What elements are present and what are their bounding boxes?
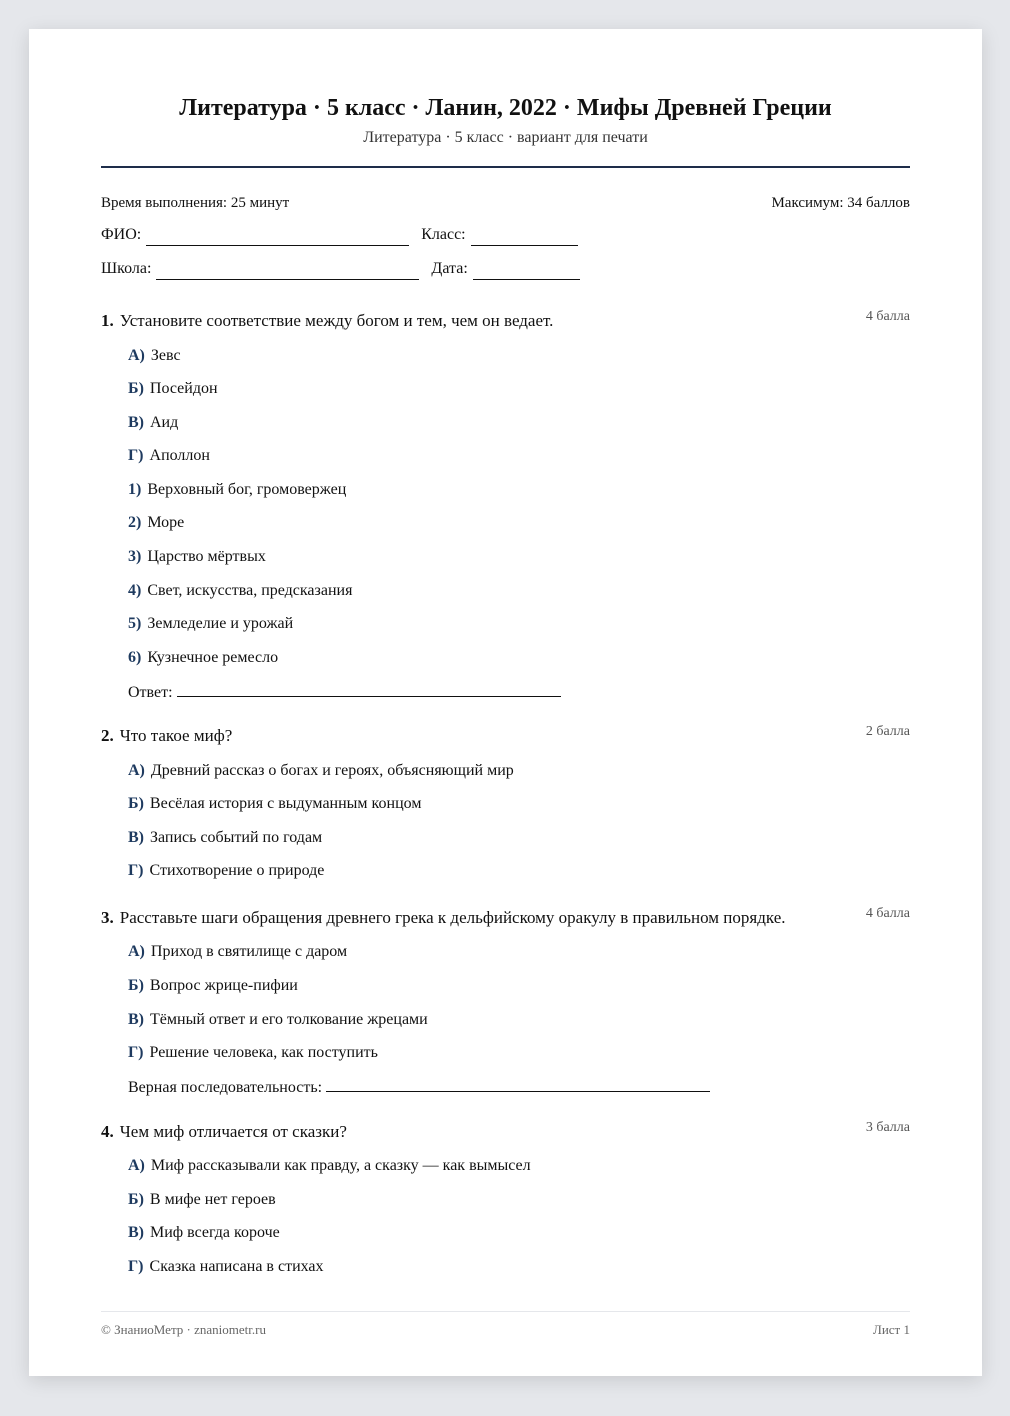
option-key: В) xyxy=(128,1224,144,1241)
option-text: Верховный бог, громовержец xyxy=(147,481,347,498)
question-text: Расставьте шаги обращения древнего грека к дельфийскому оракулу в правильном порядке. xyxy=(119,908,786,927)
page-footer xyxy=(101,1322,910,1338)
option-item xyxy=(128,1155,531,1177)
answer-row xyxy=(128,1076,710,1099)
question-3 xyxy=(101,906,910,1096)
fio-row xyxy=(101,224,910,246)
date-field[interactable] xyxy=(473,265,580,280)
question-points: 4 балла xyxy=(865,309,910,324)
question-points: 2 балла xyxy=(865,724,910,739)
option-item xyxy=(128,760,514,782)
option-item xyxy=(128,345,181,367)
option-item xyxy=(128,975,298,997)
footer-page-number: Лист 1 xyxy=(873,1322,910,1337)
option-key: Б) xyxy=(128,1191,144,1208)
option-item xyxy=(128,412,178,434)
option-item xyxy=(128,860,324,882)
question-header xyxy=(101,1120,910,1144)
question-points: 3 балла xyxy=(865,1120,910,1135)
option-key: 3) xyxy=(128,548,142,565)
option-key: Б) xyxy=(128,380,144,397)
answer-label: Ответ: xyxy=(128,684,173,701)
option-item xyxy=(128,1256,324,1278)
question-header xyxy=(101,906,910,930)
option-item xyxy=(128,479,346,501)
option-key: Г) xyxy=(128,1044,144,1061)
answer-field[interactable] xyxy=(177,681,561,697)
page-header xyxy=(101,91,910,149)
meta-info xyxy=(101,193,910,213)
question-1 xyxy=(101,309,910,701)
option-item xyxy=(128,580,352,602)
footer-copyright: © ЗнаниоМетр · znaniometr.ru xyxy=(101,1322,266,1337)
question-header xyxy=(101,724,910,748)
option-text: В мифе нет героев xyxy=(149,1191,276,1208)
answer-label: Верная последовательность: xyxy=(128,1079,323,1096)
option-text: Зевс xyxy=(150,347,181,364)
option-key: 1) xyxy=(128,481,142,498)
option-key: 2) xyxy=(128,514,142,531)
question-text: Установите соответствие между богом и тем, чем он ведает. xyxy=(119,311,554,330)
option-item xyxy=(128,546,266,568)
option-key: В) xyxy=(128,829,144,846)
option-text: Приход в святилище с даром xyxy=(150,943,348,960)
school-field[interactable] xyxy=(156,265,419,280)
fio-label: ФИО: xyxy=(101,226,142,243)
option-key: А) xyxy=(128,762,145,779)
class-field[interactable] xyxy=(471,231,578,246)
question-header xyxy=(101,309,910,333)
question-number: 4. xyxy=(101,1122,114,1141)
question-4 xyxy=(101,1120,910,1275)
footer-divider xyxy=(101,1311,910,1312)
option-key: А) xyxy=(128,1157,145,1174)
answer-row xyxy=(128,681,561,704)
fio-field[interactable] xyxy=(146,231,409,246)
option-item xyxy=(128,512,184,534)
question-text: Чем миф отличается от сказки? xyxy=(119,1122,347,1141)
option-text: Море xyxy=(147,514,185,531)
option-key: Г) xyxy=(128,862,144,879)
option-key: В) xyxy=(128,414,144,431)
question-2 xyxy=(101,724,910,879)
question-number: 2. xyxy=(101,726,114,745)
option-key: Г) xyxy=(128,1258,144,1275)
option-key: 6) xyxy=(128,649,142,666)
option-item xyxy=(128,1042,378,1064)
option-key: В) xyxy=(128,1011,144,1028)
option-key: Б) xyxy=(128,795,144,812)
option-text: Земледелие и урожай xyxy=(147,615,294,632)
option-text: Аид xyxy=(150,414,179,431)
question-points: 4 балла xyxy=(865,906,910,921)
page-subtitle: Литература · 5 класс · вариант для печати xyxy=(363,129,648,146)
option-item xyxy=(128,1189,276,1211)
max-score: Максимум: 34 баллов xyxy=(771,195,910,211)
worksheet-page xyxy=(29,29,982,1376)
sequence-field[interactable] xyxy=(326,1076,710,1092)
option-text: Свет, искусства, предсказания xyxy=(147,582,353,599)
option-key: Г) xyxy=(128,447,144,464)
option-item xyxy=(128,445,210,467)
option-key: Б) xyxy=(128,977,144,994)
option-item xyxy=(128,613,293,635)
date-label: Дата: xyxy=(431,260,468,277)
option-text: Вопрос жрице-пифии xyxy=(149,977,298,994)
option-item xyxy=(128,827,322,849)
option-key: 5) xyxy=(128,615,142,632)
class-label: Класс: xyxy=(421,226,466,243)
option-key: А) xyxy=(128,347,145,364)
option-item xyxy=(128,941,347,963)
option-text: Сказка написана в стихах xyxy=(149,1258,324,1275)
option-text: Древний рассказ о богах и героях, объясняющий мир xyxy=(150,762,514,779)
option-text: Аполлон xyxy=(149,447,210,464)
option-text: Стихотворение о природе xyxy=(149,862,325,879)
option-text: Запись событий по годам xyxy=(150,829,323,846)
option-item xyxy=(128,378,218,400)
question-number: 1. xyxy=(101,311,114,330)
option-text: Миф всегда короче xyxy=(150,1224,280,1241)
option-item xyxy=(128,793,421,815)
school-label: Школа: xyxy=(101,260,152,277)
question-number: 3. xyxy=(101,908,114,927)
option-item xyxy=(128,647,278,669)
option-text: Миф рассказывали как правду, а сказку — как вымысел xyxy=(150,1157,531,1174)
option-text: Весёлая история с выдуманным концом xyxy=(149,795,422,812)
option-item xyxy=(128,1009,428,1031)
time-limit: Время выполнения: 25 минут xyxy=(101,195,290,211)
header-divider xyxy=(101,166,910,168)
question-text: Что такое миф? xyxy=(119,726,233,745)
option-key: 4) xyxy=(128,582,142,599)
option-item xyxy=(128,1222,280,1244)
option-text: Царство мёртвых xyxy=(147,548,266,565)
option-text: Решение человека, как поступить xyxy=(149,1044,378,1061)
option-text: Кузнечное ремесло xyxy=(147,649,279,666)
option-text: Посейдон xyxy=(149,380,218,397)
option-text: Тёмный ответ и его толкование жрецами xyxy=(150,1011,428,1028)
school-row xyxy=(101,258,910,280)
page-title: Литература · 5 класс · Ланин, 2022 · Мифы Древней Греции xyxy=(179,95,832,121)
option-key: А) xyxy=(128,943,145,960)
